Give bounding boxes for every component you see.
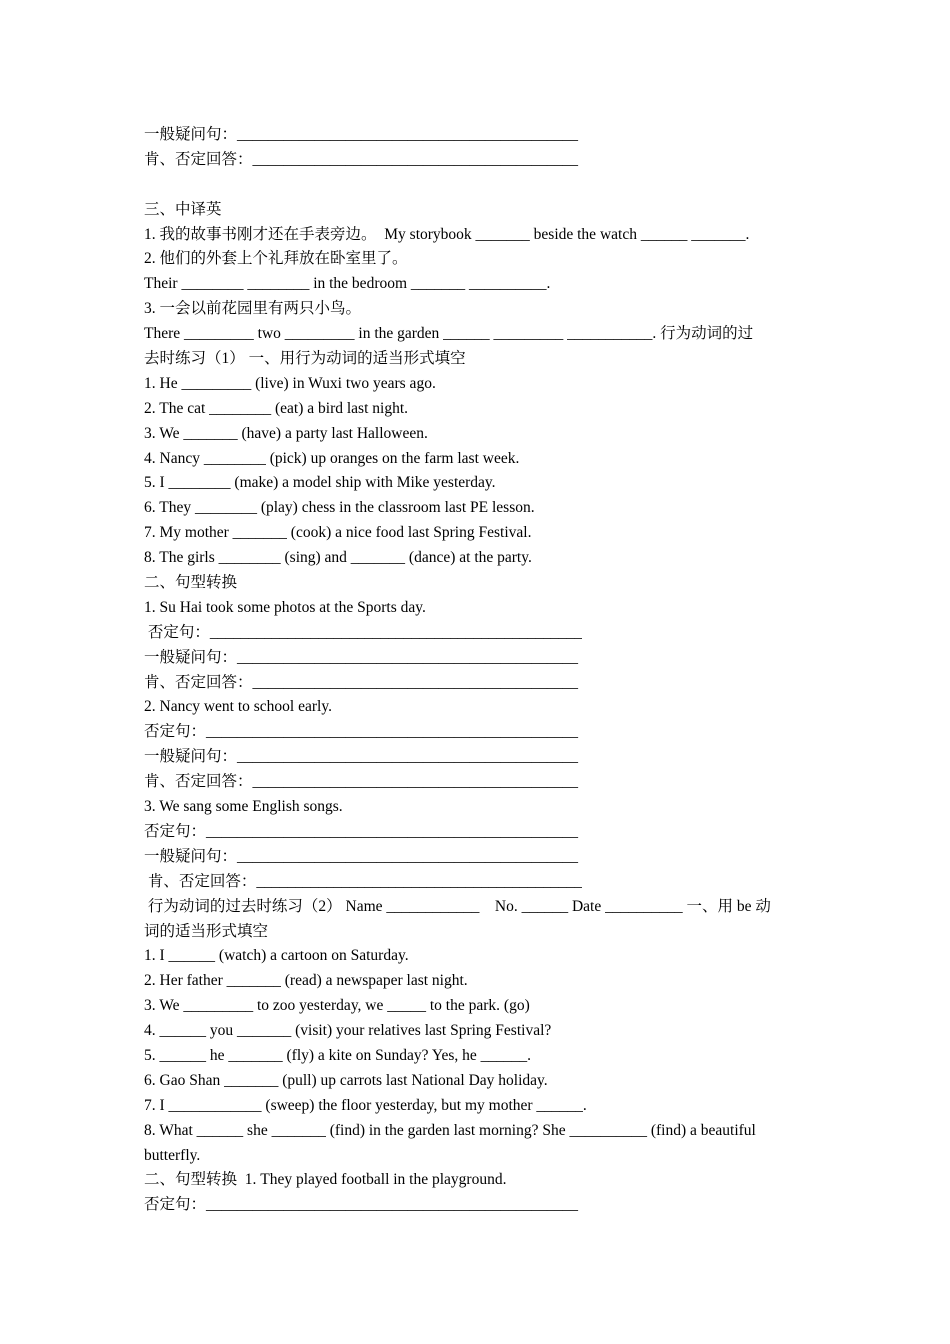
fill-item-7: 7. My mother _______ (cook) a nice food last Spring Festival. bbox=[144, 524, 532, 542]
worksheet-page bbox=[144, 123, 810, 1218]
answer-line: 肯、否定回答：__________________________________________ bbox=[144, 773, 579, 791]
section-heading-transform-2: 二、句型转换 1. They played football in the playground. bbox=[144, 1171, 507, 1189]
section-heading-transform: 二、句型转换 bbox=[144, 574, 238, 592]
fill2-item-7: 7. I ____________ (sweep) the floor yesterday, but my mother ______. bbox=[144, 1096, 587, 1114]
fill-item-3: 3. We _______ (have) a party last Halloween. bbox=[144, 424, 428, 442]
fill-item-1: 1. He _________ (live) in Wuxi two years ago. bbox=[144, 374, 436, 392]
translation-item-1: 1. 我的故事书刚才还在手表旁边。 My storybook _______ beside the watch ______ _______. bbox=[144, 225, 750, 243]
fill-item-6: 6. They ________ (play) chess in the classroom last PE lesson. bbox=[144, 499, 535, 517]
translation-item-2-english: Their ________ ________ in the bedroom _______ __________. bbox=[144, 275, 551, 293]
fill2-item-8-cont: butterfly. bbox=[144, 1146, 201, 1164]
section-heading-translation: 三、中译英 bbox=[144, 200, 222, 218]
fill2-item-3: 3. We _________ to zoo yesterday, we _____ to the park. (go) bbox=[144, 997, 530, 1015]
fill2-item-4: 4. ______ you _______ (visit) your relatives last Spring Festival? bbox=[144, 1022, 552, 1040]
general-question-line: 一般疑问句：____________________________________________ bbox=[144, 648, 579, 666]
transform-item-3: 3. We sang some English songs. bbox=[144, 798, 343, 816]
section-heading-exercise-2-cont: 词的适当形式填空 bbox=[144, 922, 269, 940]
general-question-line: 一般疑问句：____________________________________________ bbox=[144, 847, 579, 865]
blank-spacer bbox=[144, 173, 810, 198]
fill2-item-5: 5. ______ he _______ (fly) a kite on Sunday? Yes, he ______. bbox=[144, 1046, 532, 1064]
translation-item-2-chinese: 2. 他们的外套上个礼拜放在卧室里了。 bbox=[144, 250, 408, 268]
section-heading-exercise-2: 行为动词的过去时练习（2） Name ____________ No. ______ Date __________ 一、用 be 动 bbox=[144, 897, 771, 915]
fill-item-2: 2. The cat ________ (eat) a bird last night. bbox=[144, 399, 409, 417]
negative-line: 否定句：________________________________________________ bbox=[144, 723, 579, 741]
fill-item-4: 4. Nancy ________ (pick) up oranges on the farm last week. bbox=[144, 449, 520, 467]
negative-line: 否定句：________________________________________________ bbox=[144, 1196, 579, 1214]
fill-item-8: 8. The girls ________ (sing) and _______ (dance) at the party. bbox=[144, 549, 532, 567]
fill2-item-8: 8. What ______ she _______ (find) in the garden last morning? She __________ (find) a beautiful bbox=[144, 1121, 756, 1139]
answer-line: 肯、否定回答：__________________________________________ bbox=[144, 673, 579, 691]
fill2-item-2: 2. Her father _______ (read) a newspaper last night. bbox=[144, 972, 468, 990]
transform-item-2: 2. Nancy went to school early. bbox=[144, 698, 332, 716]
general-question-line: 一般疑问句：____________________________________________ bbox=[144, 126, 579, 143]
answer-line: 肯、否定回答：__________________________________________ bbox=[144, 150, 579, 168]
negative-line: 否定句：________________________________________________ bbox=[144, 623, 582, 641]
general-question-line: 一般疑问句：____________________________________________ bbox=[144, 748, 579, 766]
fill2-item-6: 6. Gao Shan _______ (pull) up carrots last National Day holiday. bbox=[144, 1071, 548, 1089]
translation-item-3-english: There _________ two _________ in the garden ______ _________ ___________. 行为动词的过 bbox=[144, 325, 754, 343]
negative-line: 否定句：________________________________________________ bbox=[144, 822, 579, 840]
transform-item-1: 1. Su Hai took some photos at the Sports day. bbox=[144, 598, 426, 616]
fill-item-5: 5. I ________ (make) a model ship with Mike yesterday. bbox=[144, 474, 496, 492]
section-heading-exercise-1: 去时练习（1） 一、用行为动词的适当形式填空 bbox=[144, 350, 466, 368]
fill2-item-1: 1. I ______ (watch) a cartoon on Saturday. bbox=[144, 947, 409, 965]
translation-item-3-chinese: 3. 一会以前花园里有两只小鸟。 bbox=[144, 300, 362, 318]
answer-line: 肯、否定回答：__________________________________________ bbox=[144, 872, 582, 890]
